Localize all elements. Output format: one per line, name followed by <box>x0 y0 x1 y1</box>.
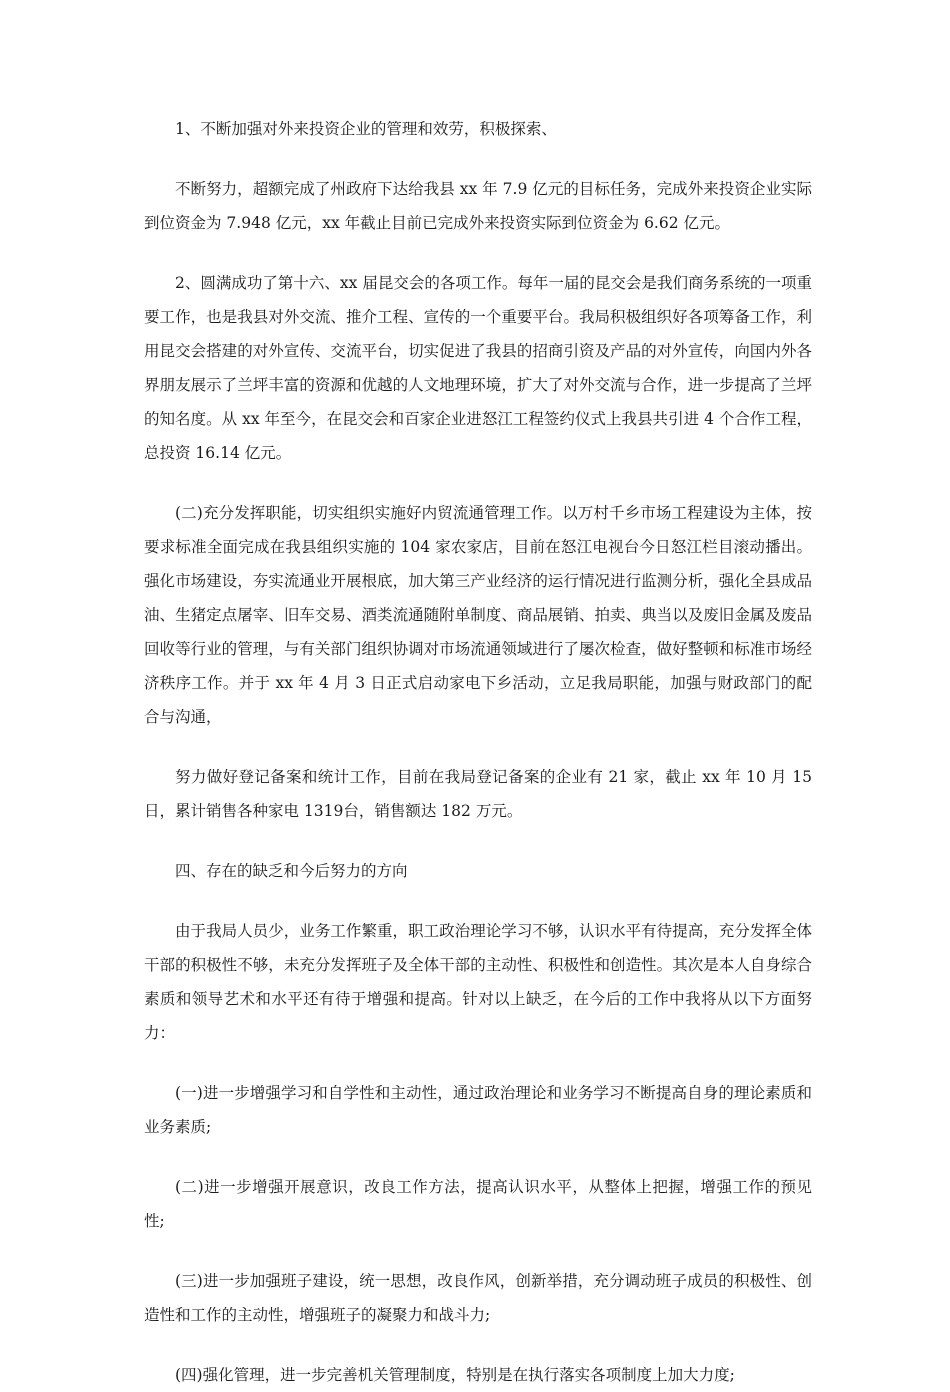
paragraph-2: 不断努力，超额完成了州政府下达给我县 xx 年 7.9 亿元的目标任务，完成外来投资企业实际到位资金为 7.948 亿元，xx 年截止目前已完成外来投资实际到位资金为 6.62 亿元。 <box>144 180 812 232</box>
paragraph-5: 努力做好登记备案和统计工作，目前在我局登记备案的企业有 21 家，截止 xx 年 10 月 15 日，累计销售各种家电 1319台，销售额达 182 万元。 <box>144 768 812 820</box>
paragraph-4: (二)充分发挥职能，切实组织实施好内贸流通管理工作。以万村千乡市场工程建设为主体，按要求标准全面完成在我县组织实施的 104 家农家店，目前在怒江电视台今日怒江栏目滚动播出。强化市场建设，夯实流通业开展根底，加大第三产业经济的运行情况进行监测分析，强化全县成品油、生猪定点屠宰、旧车交易、酒类流通随附单制度、商品展销、拍卖、典当以及废旧金属及废品回收等行业的管理，与有关部门组织协调对市场流通领域进行了屡次检查，做好整顿和标准市场经济秩序工作。并于 xx 年 4 月 3 日正式启动家电下乡活动，立足我局职能，加强与财政部门的配合与沟通， <box>144 504 812 726</box>
paragraph-7: 由于我局人员少，业务工作繁重，职工政治理论学习不够，认识水平有待提高，充分发挥全体干部的积极性不够，未充分发挥班子及全体干部的主动性、积极性和创造性。其次是本人自身综合素质和领导艺术和水平还有待于增强和提高。针对以上缺乏，在今后的工作中我将从以下方面努力： <box>144 922 812 1042</box>
document-body <box>144 112 812 1392</box>
paragraph-3: 2、圆满成功了第十六、xx 届昆交会的各项工作。每年一届的昆交会是我们商务系统的一项重要工作，也是我县对外交流、推介工程、宣传的一个重要平台。我局积极组织好各项筹备工作，利用昆交会搭建的对外宣传、交流平台，切实促进了我县的招商引资及产品的对外宣传，向国内外各界朋友展示了兰坪丰富的资源和优越的人文地理环境，扩大了对外交流与合作，进一步提高了兰坪的知名度。从 xx 年至今，在昆交会和百家企业进怒江工程签约仪式上我县共引进 4 个合作工程，总投资 16.14 亿元。 <box>144 274 812 462</box>
list-item-1: (一)进一步增强学习和自学性和主动性，通过政治理论和业务学习不断提高自身的理论素质和业务素质; <box>144 1084 812 1136</box>
list-item-2: (二)进一步增强开展意识，改良工作方法，提高认识水平，从整体上把握，增强工作的预见性; <box>144 1178 812 1230</box>
paragraph-1: 1、不断加强对外来投资企业的管理和效劳，积极探索、 <box>175 120 557 138</box>
list-item-3: (三)进一步加强班子建设，统一思想，改良作风，创新举措，充分调动班子成员的积极性、创造性和工作的主动性，增强班子的凝聚力和战斗力; <box>144 1272 812 1324</box>
section-heading: 四、存在的缺乏和今后努力的方向 <box>175 862 408 880</box>
list-item-4: (四)强化管理，进一步完善机关管理制度，特别是在执行落实各项制度上加大力度; <box>175 1366 735 1384</box>
